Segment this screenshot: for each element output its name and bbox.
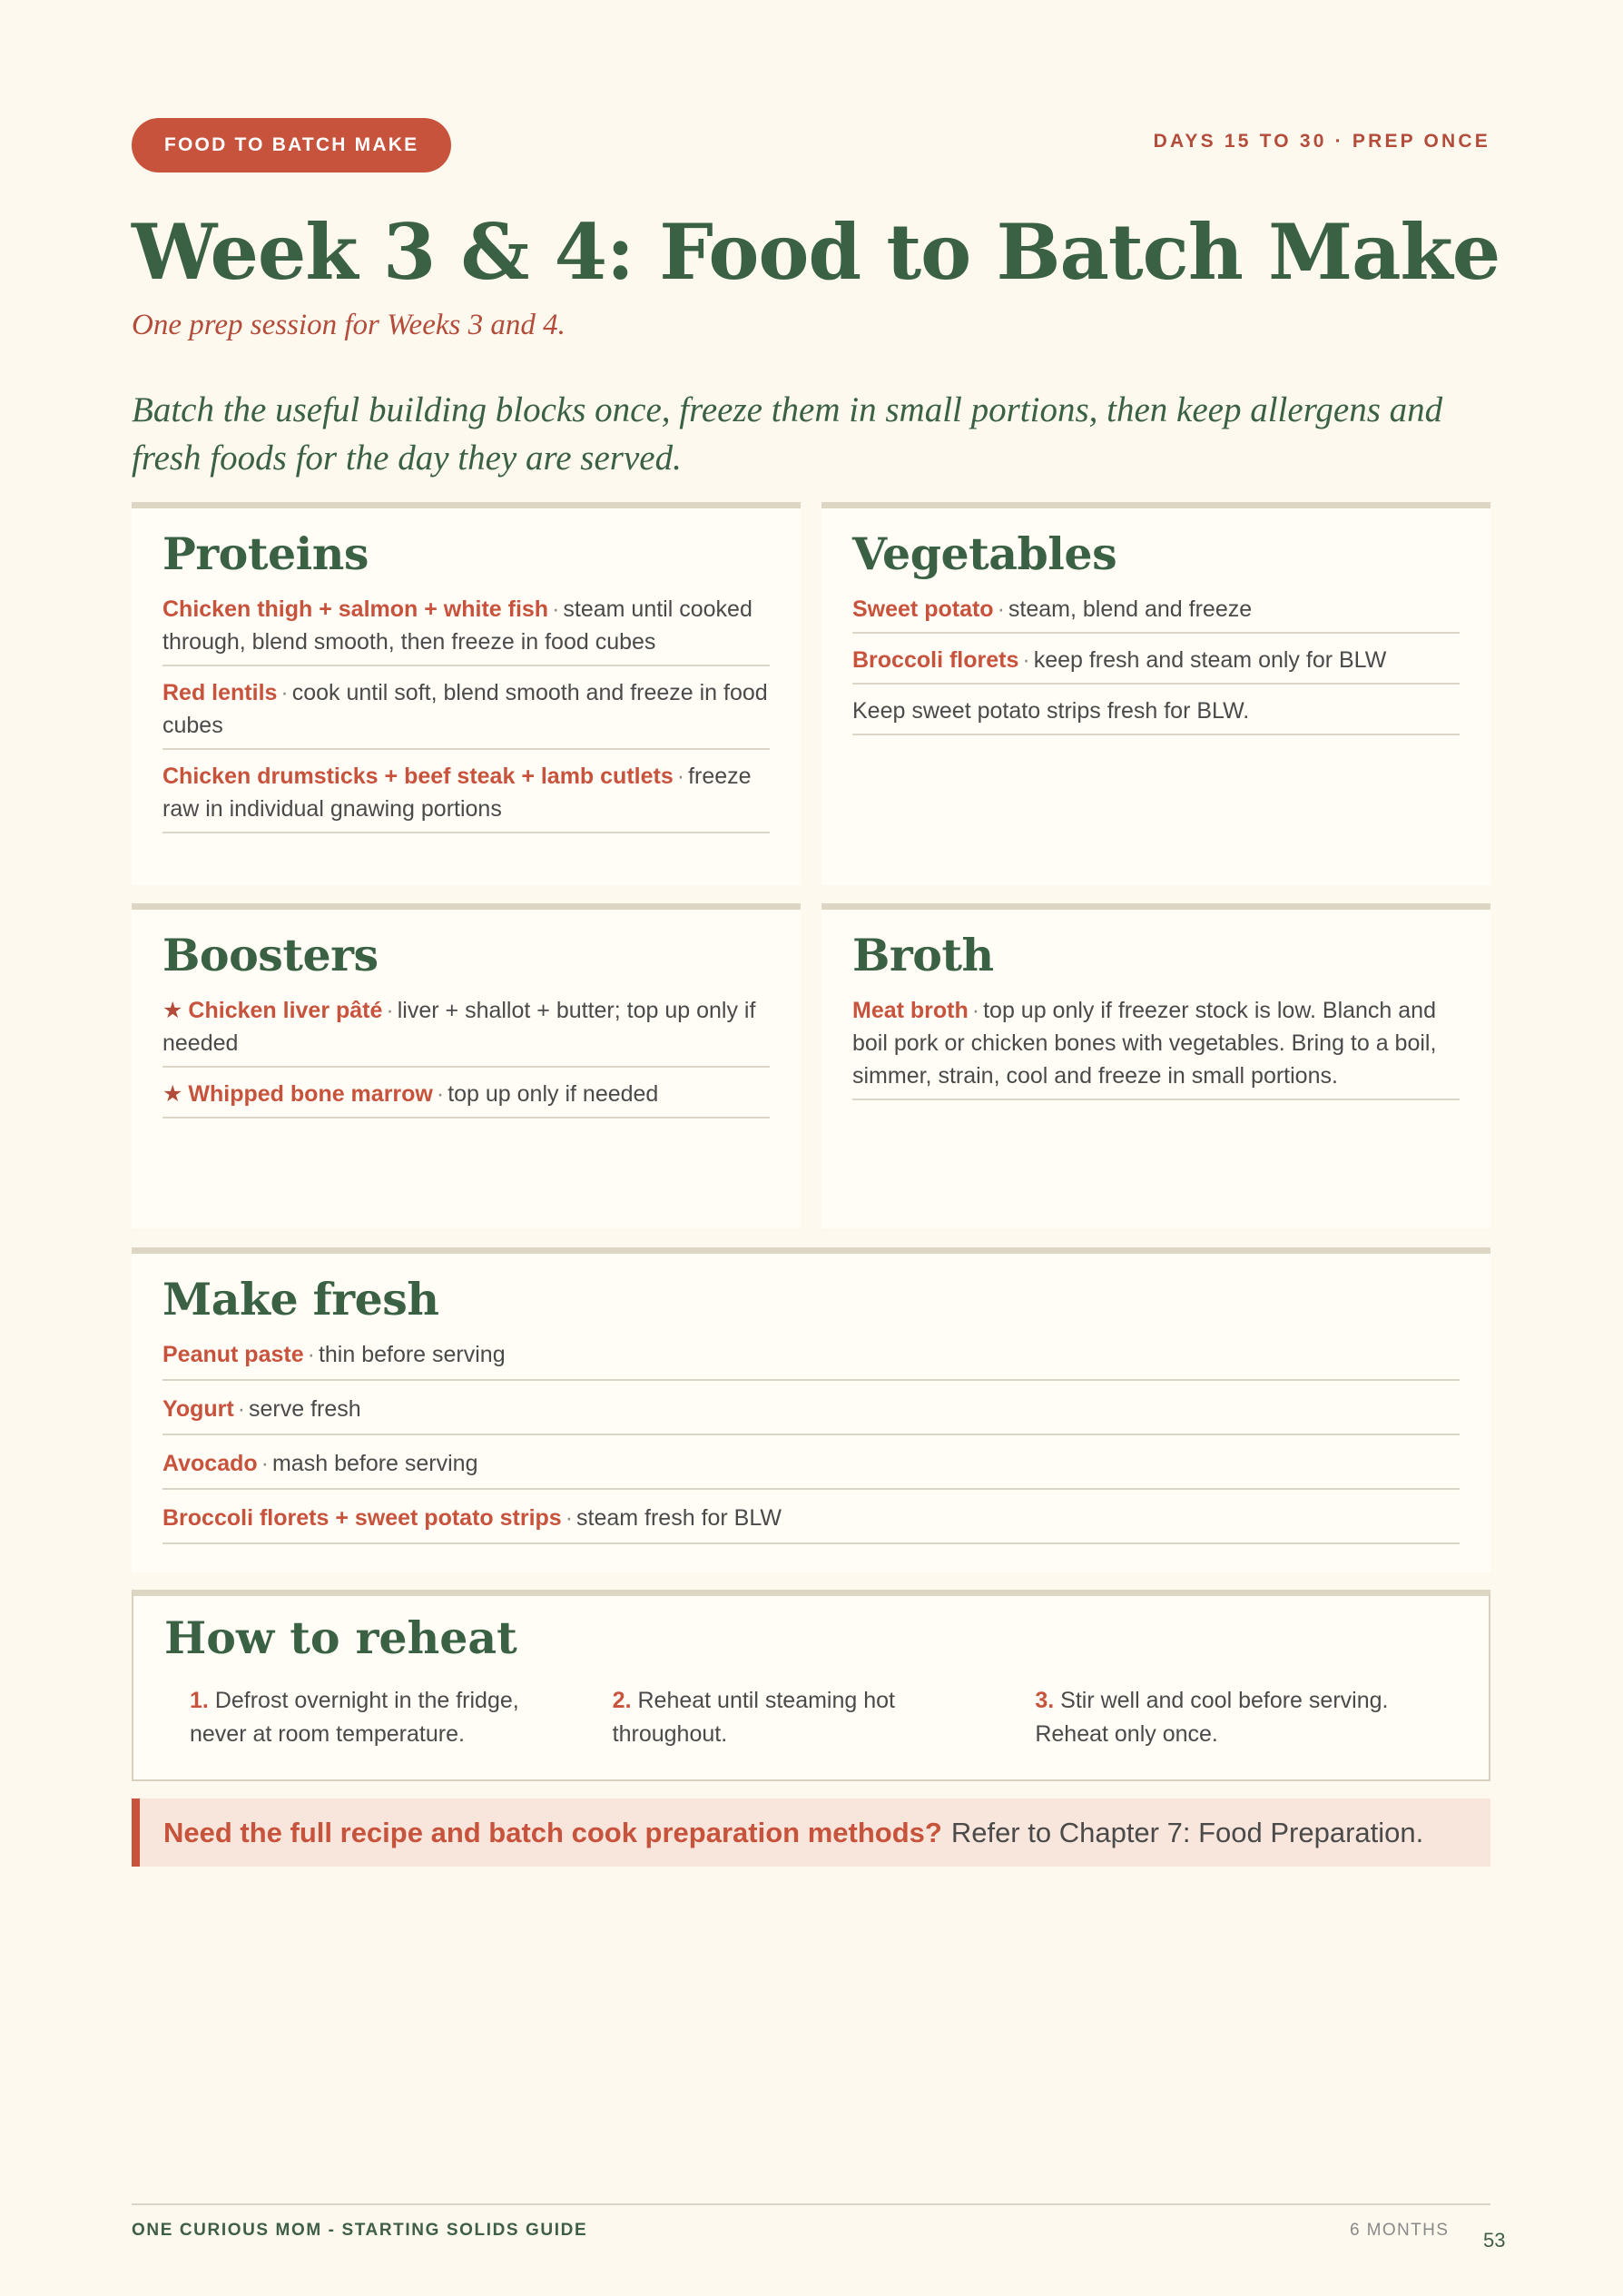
vegetables-note: Keep sweet potato strips fresh for BLW. <box>852 695 1460 735</box>
star-icon: ★ <box>162 1081 183 1107</box>
item-name: Chicken drumsticks + beef steak + lamb cutlets <box>162 764 674 789</box>
item-desc: serve fresh <box>249 1396 361 1422</box>
list-item <box>852 593 1460 634</box>
item-name: Chicken liver pâté <box>188 998 383 1023</box>
item-desc: mash before serving <box>271 1451 478 1476</box>
item-desc: keep fresh and steam only for BLW <box>1033 647 1387 673</box>
item-name: Avocado <box>162 1451 258 1476</box>
list-item <box>162 1447 1460 1490</box>
item-name: Red lentils <box>162 680 278 705</box>
callout-lead: Need the full recipe and batch cook preparation methods? <box>163 1816 942 1848</box>
reheat-heading: How to reheat <box>164 1611 517 1664</box>
make-fresh-heading: Make fresh <box>162 1273 439 1325</box>
separator: · <box>676 764 685 789</box>
reheat-step <box>1035 1684 1458 1751</box>
broth-heading: Broth <box>852 929 994 981</box>
item-name: Meat broth <box>852 998 969 1023</box>
item-desc: steam fresh for BLW <box>576 1505 782 1531</box>
reheat-step <box>613 1684 1036 1751</box>
separator: · <box>1022 647 1030 673</box>
boosters-card <box>132 903 801 1228</box>
footer-title: ONE CURIOUS MOM - STARTING SOLIDS GUIDE <box>132 2221 588 2240</box>
page-subtitle: One prep session for Weeks 3 and 4. <box>132 309 566 341</box>
intro-text: Batch the useful building blocks once, freeze them in small portions, then keep allergens and fresh foods for the day they are served. <box>132 390 1443 478</box>
separator: · <box>261 1451 269 1476</box>
item-desc: top up only if freezer stock is low. Blanch and boil pork or chicken bones with vegetables. Bring to a boil, simmer, strain, cool and freeze in small portions. <box>852 998 1437 1089</box>
boosters-heading: Boosters <box>162 929 379 981</box>
header-bar <box>132 118 1490 172</box>
separator: · <box>280 680 289 705</box>
separator: · <box>386 998 394 1023</box>
list-item <box>162 1502 1460 1544</box>
recipe-callout <box>132 1798 1490 1867</box>
item-name: Chicken thigh + salmon + white fish <box>162 596 549 622</box>
footer-divider <box>132 2203 1490 2205</box>
reheat-step <box>190 1684 613 1751</box>
step-text: Reheat until steaming hot throughout. <box>612 1688 895 1747</box>
separator: · <box>565 1505 574 1531</box>
make-fresh-card <box>132 1247 1490 1572</box>
separator: · <box>552 596 560 622</box>
step-number: 3. <box>1035 1688 1055 1713</box>
page-title: Week 3 & 4: Food to Batch Make <box>132 207 1500 297</box>
item-desc: liver + shallot + butter; top up only if needed <box>162 998 756 1056</box>
item-desc: steam, blend and freeze <box>1008 596 1253 622</box>
separator: · <box>237 1396 246 1422</box>
item-name: Peanut paste <box>162 1342 304 1367</box>
step-text: Defrost overnight in the fridge, never at room temperature. <box>190 1688 519 1747</box>
list-item <box>162 994 770 1068</box>
vegetables-card <box>821 502 1490 885</box>
item-desc: thin before serving <box>318 1342 506 1367</box>
separator: · <box>436 1081 445 1107</box>
list-item <box>162 760 770 833</box>
list-item <box>162 1338 1460 1381</box>
item-name: Broccoli florets <box>852 647 1019 673</box>
page-number: 53 <box>1483 2229 1506 2252</box>
separator: · <box>997 596 1005 622</box>
page <box>132 0 1506 2296</box>
broth-card <box>821 903 1490 1228</box>
separator: · <box>307 1342 315 1367</box>
footer-section: 6 MONTHS <box>1350 2221 1450 2240</box>
section-pill: FOOD TO BATCH MAKE <box>132 118 451 172</box>
star-icon: ★ <box>162 998 183 1023</box>
proteins-card <box>132 502 801 885</box>
proteins-heading: Proteins <box>162 527 369 580</box>
days-label: DAYS 15 TO 30 · PREP ONCE <box>1153 131 1490 152</box>
step-text: Stir well and cool before serving. Reheat only once. <box>1035 1688 1389 1747</box>
list-item <box>852 994 1460 1100</box>
item-name: Whipped bone marrow <box>188 1081 433 1107</box>
list-item <box>162 1393 1460 1435</box>
item-desc: freeze raw in individual gnawing portions <box>162 764 752 822</box>
reheat-card <box>132 1590 1490 1781</box>
list-item <box>852 644 1460 685</box>
item-desc: steam until cooked through, blend smooth, then freeze in food cubes <box>162 596 752 655</box>
callout-text: Refer to Chapter 7: Food Preparation. <box>950 1816 1424 1848</box>
step-number: 2. <box>612 1688 632 1713</box>
item-name: Sweet potato <box>852 596 994 622</box>
item-desc: cook until soft, blend smooth and freeze in food cubes <box>162 680 768 738</box>
list-item <box>162 1078 770 1118</box>
item-name: Yogurt <box>162 1396 234 1422</box>
reheat-steps <box>164 1684 1458 1751</box>
item-name: Broccoli florets + sweet potato strips <box>162 1505 562 1531</box>
list-item <box>162 593 770 666</box>
vegetables-heading: Vegetables <box>852 527 1117 580</box>
item-desc: top up only if needed <box>448 1081 659 1107</box>
separator: · <box>971 998 980 1023</box>
step-number: 1. <box>190 1688 209 1713</box>
list-item <box>162 676 770 750</box>
